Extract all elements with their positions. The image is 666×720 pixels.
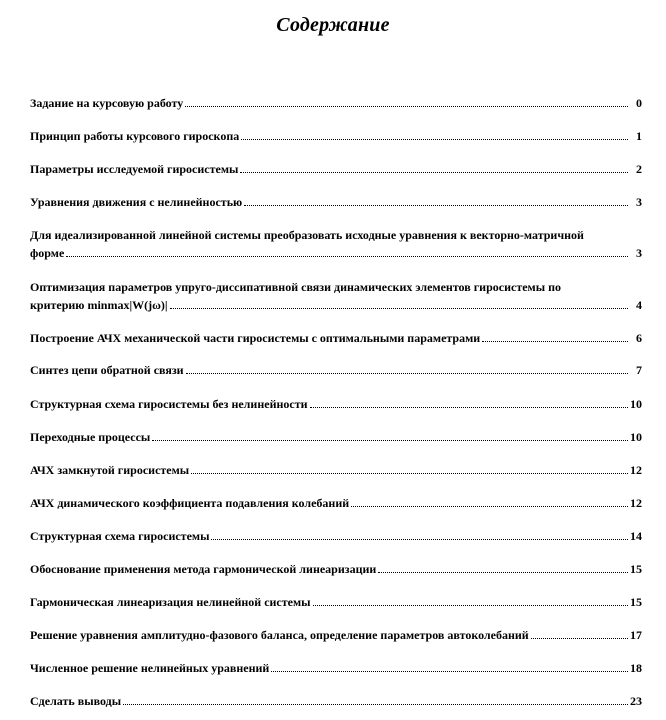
toc-entry-text: критерию minmax|W(jω)| [30, 298, 168, 312]
dot-leader [240, 172, 628, 173]
toc-page-number: 23 [630, 694, 642, 708]
toc-entry[interactable] [30, 228, 642, 261]
toc-entry-text: АЧХ динамического коэффициента подавления колебаний [30, 496, 350, 510]
toc-entry-text: Решение уравнения амплитудно-фазового баланса, определение параметров автоколебаний [30, 628, 529, 642]
toc-entry[interactable] [30, 595, 642, 610]
toc-entry-text: Синтез цепи обратной связи [30, 363, 184, 377]
toc-page-number: 15 [630, 562, 642, 576]
dot-leader [66, 256, 628, 257]
toc-page-number: 10 [630, 397, 642, 411]
dot-leader [310, 407, 628, 408]
toc-page-number: 3 [636, 246, 642, 260]
dot-leader [313, 605, 628, 606]
dot-leader [123, 704, 628, 705]
toc-entry[interactable] [30, 162, 642, 177]
dot-leader [351, 506, 628, 507]
toc-entry-text: Задание на курсовую работу [30, 96, 184, 110]
toc-page-number: 2 [636, 162, 642, 176]
toc-entry[interactable] [30, 195, 642, 210]
dot-leader [482, 341, 628, 342]
toc-entry-text: Структурная схема гиросистемы [30, 529, 210, 543]
toc-entry[interactable] [30, 661, 642, 676]
dot-leader [531, 638, 628, 639]
toc-entry[interactable] [30, 363, 642, 378]
toc-entry-text: Параметры исследуемой гиросистемы [30, 162, 239, 176]
toc-page-number: 4 [636, 298, 642, 312]
toc-entry[interactable] [30, 96, 642, 111]
toc-entry-text: Принцип работы курсового гироскопа [30, 129, 240, 143]
toc-entry[interactable] [30, 694, 642, 709]
toc-entry[interactable] [30, 463, 642, 478]
toc-entry-text-line1: Для идеализированной линейной системы преобразовать исходные уравнения к векторно-матричной [30, 228, 584, 242]
toc-page-number: 3 [636, 195, 642, 209]
toc-entry-text-line1: Оптимизация параметров упруго-диссипативной связи динамических элементов гиросистемы по [30, 280, 562, 294]
toc-entry[interactable] [30, 496, 642, 511]
toc-entry[interactable] [30, 529, 642, 544]
toc-entry-text: Структурная схема гиросистемы без нелинейности [30, 397, 308, 411]
dot-leader [186, 373, 628, 374]
toc-page-number: 7 [636, 363, 642, 377]
toc-entry-text: Переходные процессы [30, 430, 151, 444]
dot-leader [211, 539, 628, 540]
dot-leader [152, 440, 628, 441]
toc-page-number: 12 [630, 496, 642, 510]
toc-entry-text: Гармоническая линеаризация нелинейной системы [30, 595, 311, 609]
toc-entry-text: Сделать выводы [30, 694, 122, 708]
toc-entry[interactable] [30, 430, 642, 445]
toc-entry[interactable] [30, 129, 642, 144]
toc-entry[interactable] [30, 562, 642, 577]
dot-leader [241, 139, 628, 140]
toc-page-number: 12 [630, 463, 642, 477]
dot-leader [170, 308, 628, 309]
toc-page-number: 10 [630, 430, 642, 444]
toc-entry-text: Численное решение нелинейных уравнений [30, 661, 270, 675]
dot-leader [378, 572, 628, 573]
toc-entry-text: Обоснование применения метода гармонической линеаризации [30, 562, 377, 576]
toc-page-number: 18 [630, 661, 642, 675]
dot-leader [191, 473, 628, 474]
toc-entry[interactable] [30, 280, 642, 313]
toc-entry[interactable] [30, 331, 642, 346]
toc-entry-text: АЧХ замкнутой гиросистемы [30, 463, 190, 477]
dot-leader [244, 205, 628, 206]
dot-leader [271, 671, 628, 672]
toc-entry-text: форме [30, 246, 65, 260]
page-title: Содержание [276, 14, 390, 36]
toc-entry-text: Уравнения движения с нелинейностью [30, 195, 243, 209]
toc-page-number: 1 [636, 129, 642, 143]
toc-page-number: 17 [630, 628, 642, 642]
dot-leader [185, 106, 628, 107]
toc-page-number: 15 [630, 595, 642, 609]
toc-entry-text: Построение АЧХ механической части гиросистемы с оптимальными параметрами [30, 331, 481, 345]
toc-entry[interactable] [30, 628, 642, 643]
toc-entry[interactable] [30, 397, 642, 412]
toc-page-number: 0 [636, 96, 642, 110]
toc-page-number: 6 [636, 331, 642, 345]
toc-page-number: 14 [630, 529, 642, 543]
